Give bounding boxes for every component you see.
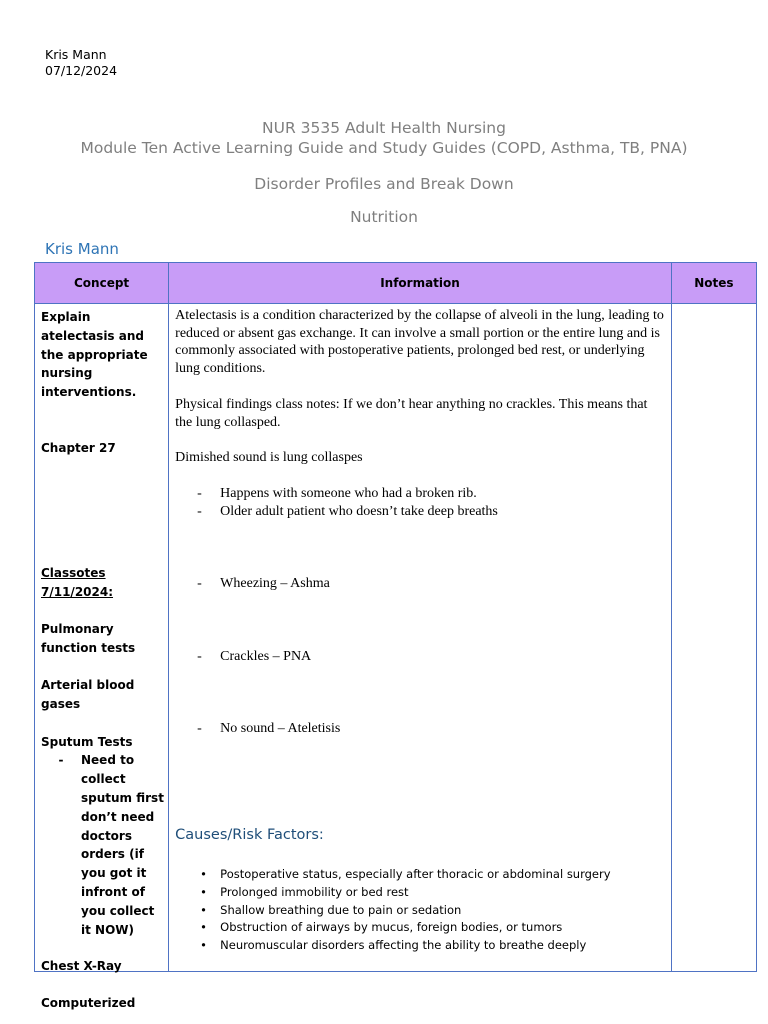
title-block	[0, 118, 768, 158]
dash-marker: -	[197, 649, 202, 664]
causes-heading: Causes/Risk Factors:	[175, 827, 324, 843]
sputum-note-item	[41, 751, 165, 939]
causes-list	[175, 866, 610, 955]
module-title: Module Ten Active Learning Guide and Study Guides (COPD, Asthma, TB, PNA)	[80, 139, 688, 157]
list-item-text: Happens with someone who had a broken rib.	[220, 486, 477, 501]
diminished-sound-note: Dimished sound is lung collaspes	[175, 450, 363, 465]
information-column-header: Information	[169, 263, 672, 304]
dash-marker: -	[197, 576, 202, 591]
topic-title: Nutrition	[350, 208, 418, 226]
list-item	[197, 485, 477, 503]
wheezing-note: Wheezing – Ashma	[220, 576, 330, 591]
author-heading: Kris Mann	[45, 240, 119, 258]
author-name: Kris Mann	[45, 47, 107, 62]
list-item: • Obstruction of airways by mucus, foreign bodies, or tumors	[175, 919, 610, 937]
dash-marker: -	[197, 721, 202, 736]
chest-xray: Chest X-Ray	[41, 959, 122, 974]
list-item-text: Older adult patient who doesn’t take deep breaths	[220, 504, 498, 519]
dash-marker: -	[58, 753, 64, 768]
table-header-row	[35, 263, 757, 304]
chapter-label: Chapter 27	[41, 440, 116, 455]
arterial-blood-gases: Arterial blood gases	[41, 677, 135, 711]
sputum-tests: Sputum Tests	[41, 734, 133, 749]
physical-findings-note: Physical findings class notes: If we don’t hear anything no crackles. This means that the lung collasped.	[175, 397, 648, 430]
concept-column-header: Concept	[35, 263, 169, 304]
section-title: Disorder Profiles and Break Down	[254, 175, 514, 193]
document-date: 07/12/2024	[45, 63, 118, 78]
concept-cell	[35, 304, 169, 1011]
list-item: • Prolonged immobility or bed rest	[175, 884, 610, 902]
dash-marker: -	[197, 486, 202, 501]
course-title: NUR 3535 Adult Health Nursing	[262, 119, 506, 137]
notes-column-header: Notes	[671, 263, 756, 304]
document-header	[45, 47, 117, 79]
list-item: • Shallow breathing due to pain or sedation	[175, 902, 610, 920]
table-row	[35, 304, 757, 972]
list-item	[197, 648, 311, 666]
concept-question: Explain atelectasis and the appropriate nursing interventions.	[41, 310, 148, 400]
dash-marker: -	[197, 504, 202, 519]
notes-cell	[671, 304, 756, 972]
list-item: • Postoperative status, especially after thoracic or abdominal surgery	[175, 866, 610, 884]
list-item	[197, 575, 330, 593]
classnotes-label: Classotes 7/11/2024:	[41, 565, 114, 599]
crackles-note: Crackles – PNA	[220, 649, 312, 664]
list-item: • Neuromuscular disorders affecting the ability to breathe deeply	[175, 937, 610, 955]
sputum-note: Need to collect sputum first don’t need doctors orders (if you got it infront of you collect it NOW)	[81, 753, 164, 937]
atelectasis-definition: Atelectasis is a condition characterized by the collapse of alveoli in the lung, leading to reduced or absent gas exchange. It can involve a small portion or the entire lung and is commonly associated with postoperative patients, prolonged bed rest, or underlying lung conditions.	[175, 308, 664, 376]
pulmonary-function-tests: Pulmonary function tests	[41, 622, 136, 656]
information-cell	[169, 304, 672, 972]
no-sound-note: No sound – Ateletisis	[220, 721, 341, 736]
list-item	[197, 720, 340, 738]
list-item	[197, 503, 498, 521]
study-guide-table	[34, 262, 757, 1011]
computerized: Computerized	[41, 996, 136, 1011]
